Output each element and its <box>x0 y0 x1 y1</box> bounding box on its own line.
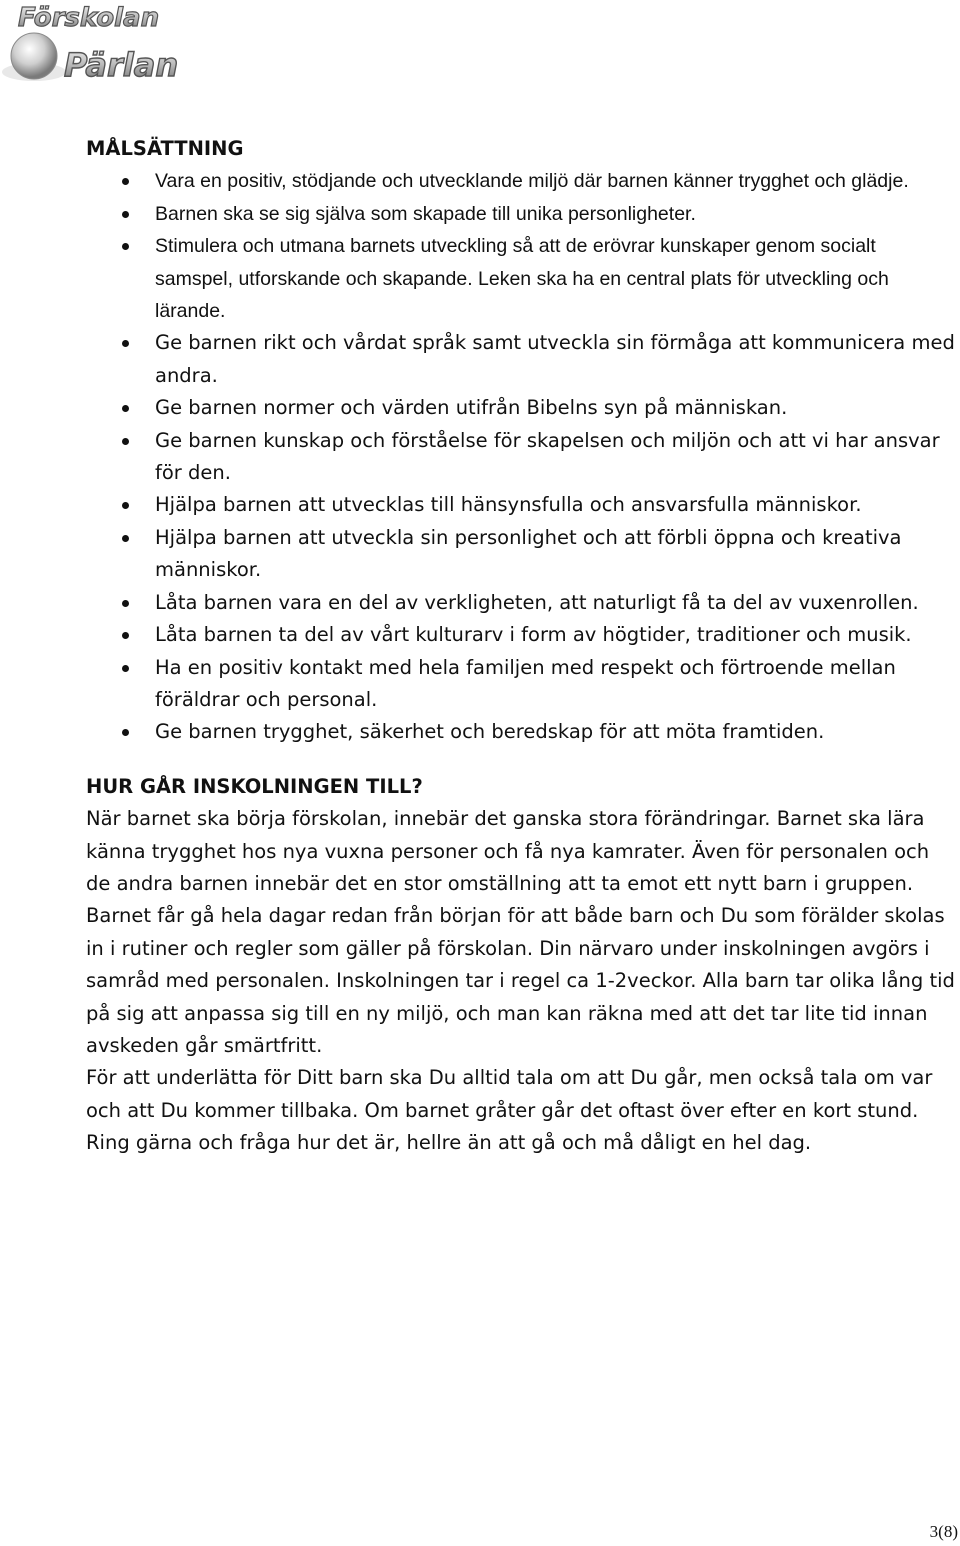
goal-item <box>86 619 956 651</box>
goals-heading: MÅLSÄTTNING <box>86 137 244 160</box>
goal-item <box>86 327 956 392</box>
bullet-icon <box>122 600 129 607</box>
goal-item <box>86 716 956 748</box>
goal-text: Ge barnen kunskap och förståelse för skapelsen och miljön och att vi har ansvar för den. <box>155 428 940 485</box>
goal-text: Vara en positiv, stödjande och utvecklande miljö där barnen känner trygghet och glädje. <box>155 170 909 193</box>
goal-text: Barnen ska se sig själva som skapade till unika personligheter. <box>155 202 696 225</box>
pearl-icon <box>11 33 57 79</box>
goal-text: Hjälpa barnen att utveckla sin personlighet och att förbli öppna och kreativa människor. <box>155 525 902 582</box>
bullet-icon <box>122 502 129 509</box>
goal-text: Låta barnen vara en del av verkligheten, att naturligt få ta del av vuxenrollen. <box>155 590 919 614</box>
page-number: 3(8) <box>929 1522 958 1541</box>
logo-line-2: Pärlan <box>64 46 179 84</box>
document-body <box>86 133 956 1160</box>
goal-text: Låta barnen ta del av vårt kulturarv i form av högtider, traditioner och musik. <box>155 623 912 647</box>
goal-text: Hjälpa barnen att utvecklas till hänsynsfulla och ansvarsfulla människor. <box>155 493 862 517</box>
goal-text: Ha en positiv kontakt med hela familjen med respekt och förtroende mellan föräldrar och personal. <box>155 655 896 711</box>
goal-item <box>86 425 956 490</box>
bullet-icon <box>122 405 129 412</box>
goal-item <box>86 489 956 521</box>
goal-item <box>86 198 956 230</box>
introduction-paragraph: När barnet ska börja förskolan, innebär det ganska stora förändringar. Barnet ska lära känna trygghet hos nya vuxna personer och få nya kamrater. Även för personalen och de andra barnen innebär det en stor omställning att ta emot ett nytt barn i gruppen. <box>86 807 930 895</box>
goal-item <box>86 522 956 587</box>
bullet-icon <box>122 438 129 445</box>
preschool-logo <box>0 0 220 90</box>
logo-line-1: Förskolan <box>18 3 160 33</box>
goal-text: Ge barnen rikt och vårdat språk samt utveckla sin förmåga att kommunicera med andra. <box>155 331 955 387</box>
goal-text: Ge barnen normer och värden utifrån Bibelns syn på människan. <box>155 396 788 420</box>
bullet-icon <box>122 665 129 672</box>
bullet-icon <box>122 535 129 542</box>
goals-list <box>86 165 956 748</box>
bullet-icon <box>122 632 129 639</box>
goal-item <box>86 652 956 717</box>
bullet-icon <box>122 211 129 218</box>
goal-item <box>86 587 956 619</box>
bullet-icon <box>122 243 129 250</box>
goal-text: Stimulera och utmana barnets utveckling så att de erövrar kunskaper genom socialt samspel, utforskande och skapande. Leken ska ha en central plats för utveckling och lärande. <box>155 235 889 323</box>
introduction-heading: HUR GÅR INSKOLNINGEN TILL? <box>86 774 423 798</box>
introduction-paragraph: Barnet får gå hela dagar redan från början för att både barn och Du som förälder skolas in i rutiner och regler som gäller på förskolan. Din närvaro under inskolningen avgörs i samråd med personalen. Inskolningen tar i regel ca 1-2veckor. Alla barn tar olika lång tid på sig att anpassa sig till en ny miljö, och man kan räkna med att det tar lite tid innan avskeden går smärtfritt. <box>86 904 955 1057</box>
bullet-icon <box>122 340 129 347</box>
goal-item <box>86 165 956 197</box>
goal-item <box>86 392 956 424</box>
section-spacer <box>86 749 956 771</box>
bullet-icon <box>122 178 129 185</box>
goal-text: Ge barnen trygghet, säkerhet och beredskap för att möta framtiden. <box>155 720 825 744</box>
bullet-icon <box>122 729 129 736</box>
introduction-paragraph: För att underlätta för Ditt barn ska Du alltid tala om att Du går, men också tala om var och att Du kommer tillbaka. Om barnet gråter går det oftast över efter en kort stund. Ring gärna och fråga hur det är, hellre än att gå och må dåligt en hel dag. <box>86 1066 933 1155</box>
goal-item <box>86 230 956 327</box>
